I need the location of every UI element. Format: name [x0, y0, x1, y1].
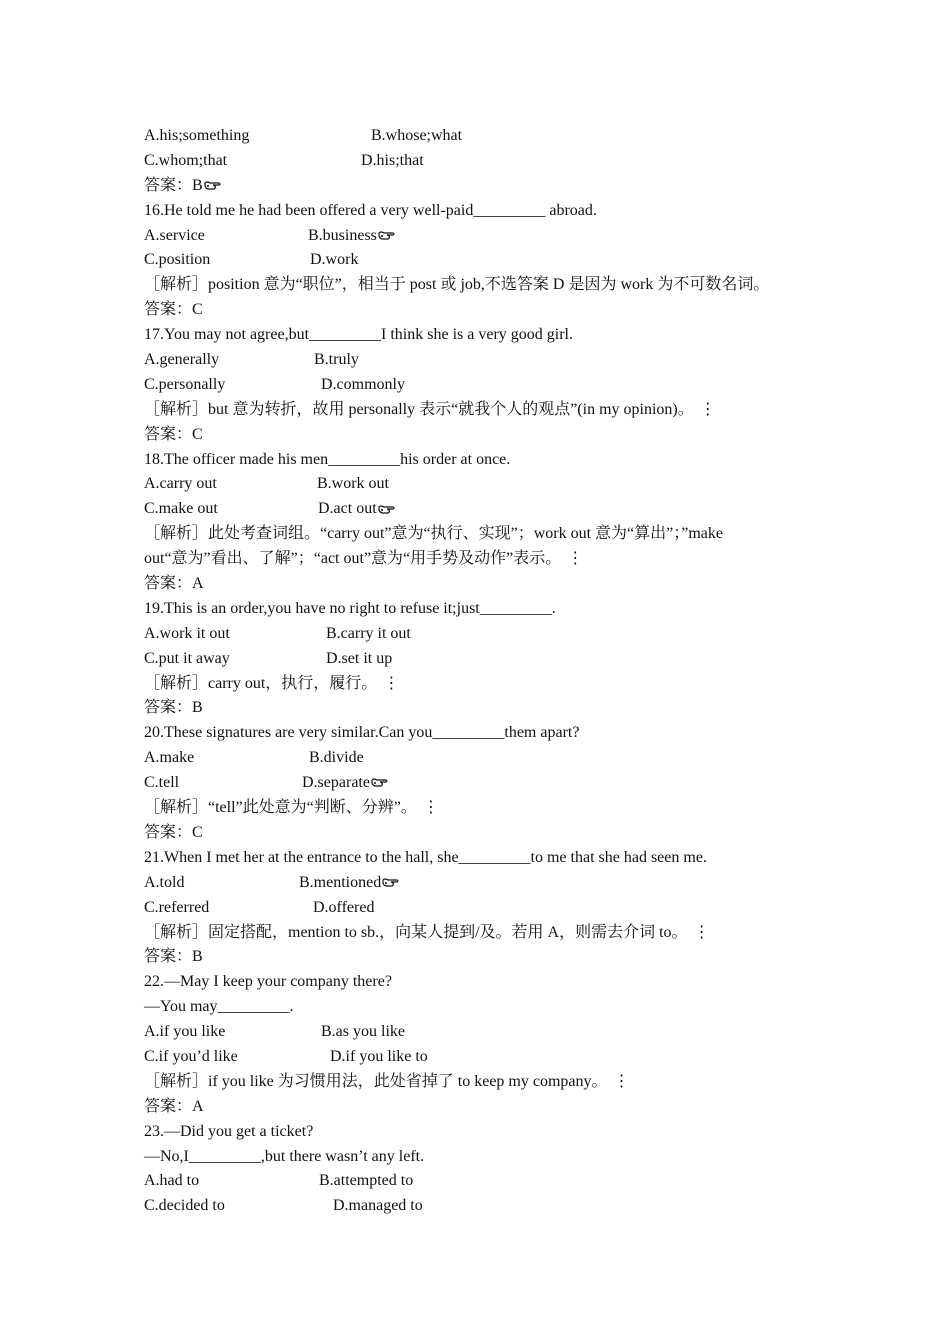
option-row	[144, 497, 824, 522]
option-d: D.managed to	[333, 1197, 423, 1215]
option-a: A.had to	[144, 1172, 200, 1190]
option-a: A.carry out	[144, 475, 217, 493]
question-stem: 23.—Did you get a ticket?	[144, 1122, 314, 1140]
question-stem: 21.When I met her at the entrance to the hall, she_________to me that she had seen me.	[144, 848, 707, 866]
option-d: D.offered	[313, 898, 375, 916]
analysis-text: ［解析］but 意为转折，故用 personally 表示“就我个人的观点”(in my opinion)。	[144, 400, 694, 418]
analysis-text: out“意为”看出、了解”；“act out”意为“用手势及动作”表示。	[144, 550, 562, 568]
option-row	[144, 348, 824, 373]
option-a: A.told	[144, 873, 185, 891]
option-b: B.business	[308, 226, 377, 244]
option-c: C.put it away	[144, 649, 230, 667]
option-a: A.generally	[144, 351, 220, 369]
option-row	[144, 1194, 824, 1219]
question-list	[144, 124, 824, 1219]
option-c: C.position	[144, 251, 211, 269]
option-row	[144, 871, 824, 896]
option-row	[144, 124, 824, 149]
analysis-line	[144, 796, 824, 821]
option-c: C.personally	[144, 375, 226, 393]
option-row	[144, 622, 824, 647]
analysis-line	[144, 398, 824, 423]
dots-mark: ⋮	[383, 674, 400, 692]
option-c: C.whom;that	[144, 151, 228, 169]
analysis-text: ［解析］if you like 为习惯用法，此处省掉了 to keep my company。	[144, 1072, 608, 1090]
option-c: C.referred	[144, 898, 210, 916]
option-b: B.work out	[317, 475, 389, 493]
dialogue-reply: —You may_________.	[144, 998, 294, 1016]
option-a: A.his;something	[144, 127, 250, 144]
option-c: C.decided to	[144, 1197, 225, 1215]
analysis-line	[144, 672, 824, 697]
question-stem: 18.The officer made his men_________his order at once.	[144, 450, 511, 468]
option-row	[144, 746, 824, 771]
answer-line: 答案：B	[144, 699, 203, 717]
option-row	[144, 224, 824, 249]
option-d: D.if you like to	[330, 1047, 428, 1065]
option-b: B.whose;what	[371, 127, 463, 144]
question-stem: 20.These signatures are very similar.Can you_________them apart?	[144, 724, 580, 742]
analysis-line	[144, 1070, 824, 1095]
option-d: D.separate	[302, 774, 370, 792]
dots-mark: ⋮	[613, 1072, 630, 1090]
pointing-hand-icon	[382, 877, 400, 889]
answer-line: 答案：B	[144, 948, 203, 966]
dots-mark: ⋮	[567, 550, 584, 568]
analysis-line	[144, 921, 824, 946]
pointing-hand-icon	[371, 777, 389, 789]
question-stem: 22.—May I keep your company there?	[144, 973, 392, 991]
option-b: B.as you like	[321, 1023, 405, 1041]
answer-line: 答案：C	[144, 425, 203, 443]
analysis-text: ［解析］此处考查词组。“carry out”意为“执行、实现”；work out 意为“算出”；”make	[144, 525, 723, 543]
option-b: B.mentioned	[299, 873, 382, 891]
option-c: C.if you’d like	[144, 1047, 238, 1065]
answer-text: 答案：B	[144, 176, 203, 194]
option-b: B.carry it out	[326, 624, 411, 642]
option-row	[144, 896, 824, 921]
option-b: B.attempted to	[319, 1172, 414, 1190]
dots-mark: ⋮	[693, 923, 710, 941]
analysis-text: ［解析］固定搭配，mention to sb.，向某人提到/及。若用 A，则需去介词 to。	[144, 923, 688, 941]
option-d: D.act out	[318, 500, 377, 518]
option-row	[144, 1045, 824, 1070]
option-row	[144, 771, 824, 796]
option-c: C.make out	[144, 500, 218, 518]
option-row	[144, 373, 824, 398]
dots-mark: ⋮	[699, 400, 716, 418]
pointing-hand-icon	[378, 504, 396, 516]
option-row	[144, 1169, 824, 1194]
option-b: B.truly	[314, 351, 359, 369]
option-d: D.his;that	[361, 151, 424, 169]
analysis-text: ［解析］carry out，执行，履行。	[144, 674, 378, 692]
option-a: A.work it out	[144, 624, 230, 642]
option-d: D.commonly	[321, 375, 405, 393]
dialogue-reply: —No,I_________,but there wasn’t any left.	[144, 1147, 425, 1165]
pointing-hand-icon	[378, 230, 396, 242]
option-a: A.if you like	[144, 1023, 226, 1041]
answer-line: 答案：C	[144, 301, 203, 319]
analysis-line	[144, 547, 824, 572]
option-c: C.tell	[144, 774, 180, 792]
answer-line: 答案：A	[144, 1097, 204, 1115]
option-row	[144, 1020, 824, 1045]
option-a: A.make	[144, 749, 195, 767]
option-d: D.work	[310, 251, 359, 269]
option-a: A.service	[144, 226, 205, 244]
analysis-text: ［解析］“tell”此处意为“判断、分辨”。	[144, 799, 417, 817]
option-row	[144, 472, 824, 497]
analysis-text: ［解析］position 意为“职位”，相当于 post 或 job,不选答案 D 是因为 work 为不可数名词。	[144, 276, 770, 294]
question-stem: 19.This is an order,you have no right to refuse it;just_________.	[144, 599, 556, 617]
option-row	[144, 149, 824, 174]
answer-line: 答案：A	[144, 575, 204, 593]
question-stem: 16.He told me he had been offered a very well-paid_________ abroad.	[144, 201, 597, 219]
answer-line: 答案：C	[144, 823, 203, 841]
option-row	[144, 647, 824, 672]
pointing-hand-icon	[204, 180, 222, 192]
option-d: D.set it up	[326, 649, 393, 667]
option-row	[144, 248, 824, 273]
answer-line	[144, 174, 824, 199]
question-stem: 17.You may not agree,but_________I think she is a very good girl.	[144, 326, 573, 344]
dots-mark: ⋮	[422, 799, 439, 817]
option-b: B.divide	[309, 749, 364, 767]
